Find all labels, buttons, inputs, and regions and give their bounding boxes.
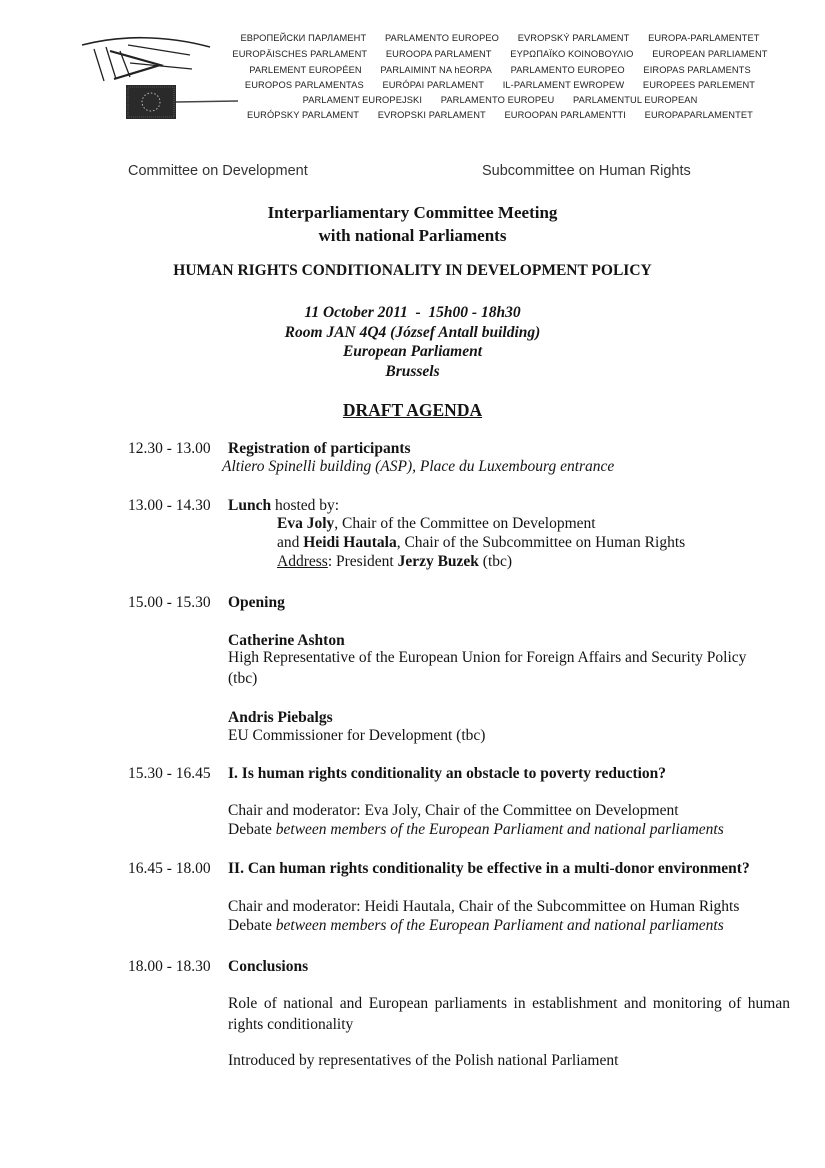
conclusions-role: Role of national and European parliaments in establishment and monitoring of human rights conditionality <box>228 995 790 1033</box>
parliament-name: EUROPAPARLAMENTET <box>644 110 753 120</box>
parliament-name: EVROPSKÝ PARLAMENT <box>517 33 630 43</box>
registration-time: 12.30 - 13.00 <box>128 440 211 457</box>
committee-left: Committee on Development <box>128 163 308 179</box>
lunch-title: Lunch <box>228 497 272 514</box>
host-2-role: , Chair of the Subcommittee on Human Rights <box>396 534 686 551</box>
meeting-title-line-1: Interparliamentary Committee Meeting <box>267 203 558 222</box>
conclusions-time: 18.00 - 18.30 <box>128 958 211 975</box>
session-2-debate-detail: between members of the European Parliament and national parliaments <box>275 917 724 934</box>
opening-title: Opening <box>228 594 285 611</box>
meeting-details <box>0 303 825 381</box>
opening-time: 15.00 - 15.30 <box>128 594 211 611</box>
address-name: Jerzy Buzek <box>397 553 479 570</box>
parliament-name: EUROOPAN PARLAMENTTI <box>504 110 626 120</box>
conclusions-introduced: Introduced by representatives of the Polish national Parliament <box>228 1052 619 1069</box>
session-2-chair: Chair and moderator: Heidi Hautala, Chair of the Subcommittee on Human Rights <box>228 898 740 915</box>
parliament-names-line-6 <box>205 110 795 120</box>
meeting-date-time: 11 October 2011 - 15h00 - 18h30 <box>304 304 521 321</box>
meeting-room: Room JAN 4Q4 (József Antall building) <box>284 323 541 341</box>
parliament-names-line-5 <box>205 95 795 105</box>
parliament-name: EUROPEAN PARLIAMENT <box>652 49 768 59</box>
parliament-names-line-3 <box>205 65 795 75</box>
meeting-subtitle: HUMAN RIGHTS CONDITIONALITY IN DEVELOPMENT POLICY <box>173 262 652 279</box>
parliament-name: PARLAIMINT NA hEORPA <box>380 65 492 75</box>
parliament-name: EUROPEES PARLEMENT <box>642 80 756 90</box>
parliament-name: ЕВРОПЕЙСКИ ПАРЛАМЕНТ <box>240 33 367 43</box>
lunch-host-2 <box>277 534 685 552</box>
parliament-names-line-4 <box>205 80 795 90</box>
parliament-name: EUROPÄISCHES PARLAMENT <box>232 49 368 59</box>
parliament-name: ΕΥΡΩΠΑΪΚΟ ΚΟΙΝΟΒΟΥΛΙΟ <box>510 49 634 59</box>
agenda-title: DRAFT AGENDA <box>342 400 483 420</box>
session-2-title: II. Can human rights conditionality be effective in a multi-donor environment? <box>228 860 750 877</box>
meeting-city: Brussels <box>385 362 440 380</box>
parliament-name: EURÓPAI PARLAMENT <box>382 80 485 90</box>
parliament-name: EVROPSKI PARLAMENT <box>377 110 486 120</box>
speaker-2-name: Andris Piebalgs <box>228 709 333 726</box>
registration-title: Registration of participants <box>228 440 411 457</box>
parliament-name: PARLEMENT EUROPÉEN <box>249 65 362 75</box>
parliament-name: PARLAMENTUL EUROPEAN <box>572 95 698 105</box>
host-1-role: , Chair of the Committee on Development <box>334 515 596 532</box>
address-label: Address <box>277 553 328 570</box>
host-2-name: Heidi Hautala <box>303 534 397 551</box>
parliament-name: EUROPOS PARLAMENTAS <box>244 80 364 90</box>
committee-right: Subcommittee on Human Rights <box>482 163 691 179</box>
speaker-1-role-line-1: High Representative of the European Union for Foreign Affairs and Security Policy <box>228 649 747 666</box>
session-1-debate-detail: between members of the European Parliament and national parliaments <box>275 821 724 838</box>
lunch-address <box>277 553 512 571</box>
session-1-title: I. Is human rights conditionality an obstacle to poverty reduction? <box>228 765 667 782</box>
host-1-name: Eva Joly <box>277 515 335 532</box>
speaker-1-role-line-2: (tbc) <box>228 670 258 687</box>
address-suffix: (tbc) <box>478 553 513 570</box>
address-prefix: : President <box>327 553 398 570</box>
parliament-name: PARLAMENTO EUROPEO <box>384 33 500 43</box>
parliament-name: EUROOPA PARLAMENT <box>385 49 492 59</box>
parliament-name: EUROPA-PARLAMENTET <box>648 33 760 43</box>
lunch-title-suffix: hosted by: <box>271 497 340 514</box>
host-2-prefix: and <box>277 534 304 551</box>
parliament-name: EURÓPSKY PARLAMENT <box>247 110 360 120</box>
parliament-names-line-2 <box>205 49 795 59</box>
meeting-title-line-2: with national Parliaments <box>318 226 507 245</box>
conclusions-title: Conclusions <box>228 958 309 975</box>
session-1-debate <box>228 821 724 839</box>
parliament-name: PARLAMENTO EUROPEO <box>510 65 625 75</box>
parliament-name: EIROPAS PARLAMENTS <box>643 65 751 75</box>
parliament-name: IL-PARLAMENT EWROPEW <box>502 80 625 90</box>
speaker-1-name: Catherine Ashton <box>228 632 345 649</box>
session-1-chair: Chair and moderator: Eva Joly, Chair of the Committee on Development <box>228 802 679 819</box>
lunch-host-1 <box>277 515 596 533</box>
session-1-debate-prefix: Debate <box>228 821 276 838</box>
session-2-debate-prefix: Debate <box>228 917 276 934</box>
session-1-time: 15.30 - 16.45 <box>128 765 211 782</box>
meeting-institution: European Parliament <box>342 343 483 360</box>
speaker-2-role: EU Commissioner for Development (tbc) <box>228 727 486 744</box>
parliament-names-line-1 <box>205 33 795 43</box>
parliament-name: PARLAMENTO EUROPEU <box>440 95 555 105</box>
parliament-name: PARLAMENT EUROPEJSKI <box>302 95 423 105</box>
lunch-heading <box>228 497 339 515</box>
lunch-time: 13.00 - 14.30 <box>128 497 211 514</box>
session-2-debate <box>228 917 724 935</box>
registration-detail: Altiero Spinelli building (ASP), Place du Luxembourg entrance <box>222 458 615 475</box>
session-2-time: 16.45 - 18.00 <box>128 860 211 877</box>
